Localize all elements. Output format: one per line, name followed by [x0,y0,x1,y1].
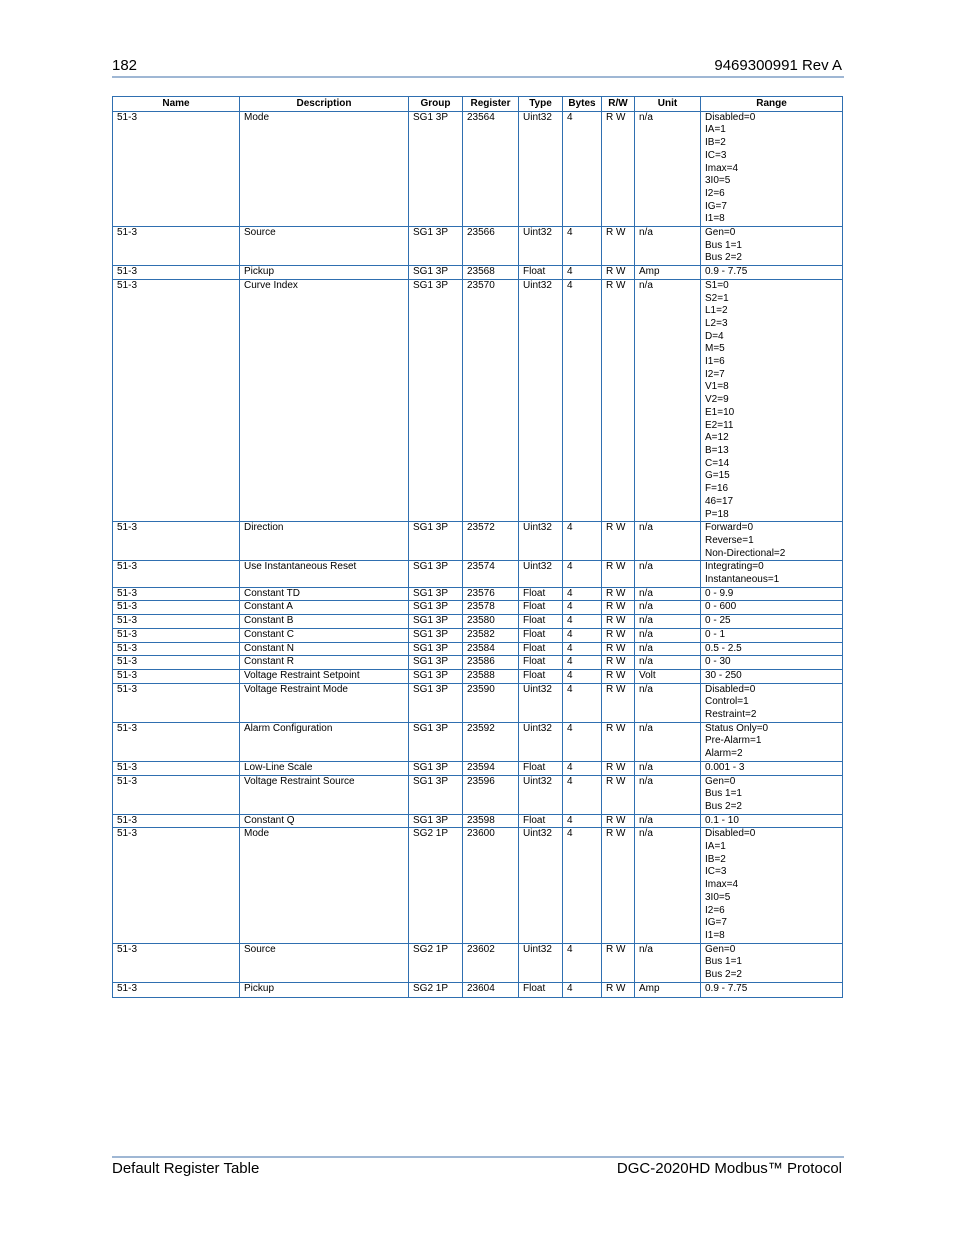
cell-register: 23580 [463,615,519,629]
range-value: L1=2 [705,305,728,317]
cell-range [701,982,843,997]
cell-description: Constant C [240,628,409,642]
cell-rw: R W [602,642,635,656]
range-value: 0 - 30 [705,656,731,668]
range-value: IC=3 [705,866,727,878]
cell-unit: n/a [635,775,701,814]
range-value: 0.1 - 10 [705,814,739,826]
cell-bytes: 4 [563,111,602,226]
cell-register: 23574 [463,561,519,587]
cell-name: 51-3 [113,615,240,629]
cell-type: Float [519,642,563,656]
range-value: E1=10 [705,406,735,418]
cell-rw: R W [602,656,635,670]
cell-rw: R W [602,943,635,982]
range-value: Gen=0 [705,775,736,787]
cell-unit: n/a [635,642,701,656]
cell-name: 51-3 [113,828,240,943]
table-row [113,111,843,226]
cell-bytes: 4 [563,761,602,775]
cell-description: Curve Index [240,279,409,521]
cell-name: 51-3 [113,642,240,656]
cell-unit: n/a [635,683,701,722]
range-value: V1=8 [705,381,729,393]
range-value: Bus 2=2 [705,800,742,812]
table-row [113,828,843,943]
range-value: Non-Directional=2 [705,547,786,559]
range-value: I1=6 [705,356,725,368]
cell-unit: n/a [635,279,701,521]
range-value: 30 - 250 [705,669,742,681]
cell-description: Constant R [240,656,409,670]
table-row [113,561,843,587]
cell-bytes: 4 [563,615,602,629]
cell-group: SG2 1P [409,943,463,982]
cell-description: Alarm Configuration [240,722,409,761]
cell-type: Uint32 [519,279,563,521]
range-value: Bus 2=2 [705,252,742,264]
cell-group: SG1 3P [409,615,463,629]
range-value: A=12 [705,432,729,444]
range-value: IC=3 [705,149,727,161]
range-value: Integrating=0 [705,561,764,573]
cell-register: 23582 [463,628,519,642]
cell-register: 23578 [463,601,519,615]
cell-type: Uint32 [519,775,563,814]
cell-range [701,761,843,775]
cell-rw: R W [602,669,635,683]
range-value: 0 - 9.9 [705,587,734,599]
cell-name: 51-3 [113,587,240,601]
range-value: I1=8 [705,213,725,225]
cell-description: Voltage Restraint Setpoint [240,669,409,683]
cell-name: 51-3 [113,522,240,561]
range-value: IG=7 [705,200,727,212]
cell-rw: R W [602,683,635,722]
cell-type: Float [519,669,563,683]
range-value: 0.5 - 2.5 [705,642,742,654]
cell-type: Float [519,601,563,615]
cell-bytes: 4 [563,587,602,601]
table-row [113,587,843,601]
cell-range [701,828,843,943]
register-table [112,96,843,998]
range-value: 0 - 1 [705,628,726,640]
range-value: 0.9 - 7.75 [705,982,748,994]
cell-type: Float [519,656,563,670]
col-header-type: Type [519,97,563,112]
cell-bytes: 4 [563,722,602,761]
document-id: 9469300991 Rev A [714,57,842,74]
cell-register: 23596 [463,775,519,814]
cell-bytes: 4 [563,656,602,670]
cell-group: SG1 3P [409,279,463,521]
cell-bytes: 4 [563,775,602,814]
cell-register: 23586 [463,656,519,670]
range-value: S1=0 [705,279,729,291]
cell-register: 23564 [463,111,519,226]
cell-description: Constant B [240,615,409,629]
table-row [113,601,843,615]
range-value: 0.001 - 3 [705,761,745,773]
cell-rw: R W [602,601,635,615]
range-value: F=16 [705,483,729,495]
cell-type: Float [519,628,563,642]
cell-rw: R W [602,722,635,761]
col-header-range: Range [701,97,843,112]
cell-unit: n/a [635,656,701,670]
range-value: M=5 [705,343,725,355]
range-value: Control=1 [705,696,749,708]
cell-range [701,522,843,561]
page-number: 182 [112,57,138,74]
cell-bytes: 4 [563,561,602,587]
cell-rw: R W [602,279,635,521]
cell-range [701,279,843,521]
range-value: 0.9 - 7.75 [705,266,748,278]
cell-description: Constant A [240,601,409,615]
cell-bytes: 4 [563,669,602,683]
col-header-rw: R/W [602,97,635,112]
cell-description: Voltage Restraint Mode [240,683,409,722]
cell-name: 51-3 [113,279,240,521]
cell-group: SG2 1P [409,982,463,997]
cell-group: SG1 3P [409,775,463,814]
range-value: Bus 1=1 [705,956,742,968]
col-header-description: Description [240,97,409,112]
range-value: S2=1 [705,292,729,304]
cell-description: Constant Q [240,814,409,828]
cell-group: SG1 3P [409,601,463,615]
cell-range [701,628,843,642]
table-row [113,722,843,761]
table-row [113,683,843,722]
table-row [113,615,843,629]
cell-register: 23604 [463,982,519,997]
cell-type: Uint32 [519,943,563,982]
range-value: 3I0=5 [705,175,731,187]
footer-section: Default Register Table [112,1160,260,1177]
cell-bytes: 4 [563,227,602,266]
table-row [113,775,843,814]
cell-register: 23570 [463,279,519,521]
cell-register: 23594 [463,761,519,775]
range-value: Bus 1=1 [705,239,742,251]
cell-unit: n/a [635,561,701,587]
range-value: Disabled=0 [705,828,756,840]
cell-unit: n/a [635,761,701,775]
cell-description: Constant N [240,642,409,656]
cell-type: Uint32 [519,683,563,722]
range-value: E2=11 [705,419,734,431]
cell-rw: R W [602,814,635,828]
cell-range [701,266,843,280]
range-value: Bus 1=1 [705,788,742,800]
table-row [113,669,843,683]
range-value: Disabled=0 [705,683,756,695]
range-value: Imax=4 [705,879,739,891]
cell-register: 23592 [463,722,519,761]
cell-bytes: 4 [563,522,602,561]
cell-register: 23566 [463,227,519,266]
cell-group: SG1 3P [409,111,463,226]
range-value: B=13 [705,444,729,456]
range-value: IA=1 [705,124,726,136]
cell-type: Float [519,814,563,828]
range-value: Bus 2=2 [705,969,742,981]
cell-bytes: 4 [563,642,602,656]
cell-register: 23584 [463,642,519,656]
table-row [113,266,843,280]
range-value: I2=6 [705,187,725,199]
cell-register: 23572 [463,522,519,561]
cell-unit: n/a [635,722,701,761]
cell-unit: n/a [635,111,701,226]
range-value: Pre-Alarm=1 [705,735,762,747]
cell-register: 23590 [463,683,519,722]
cell-description: Low-Line Scale [240,761,409,775]
cell-description: Mode [240,828,409,943]
cell-unit: n/a [635,227,701,266]
cell-unit: Volt [635,669,701,683]
cell-name: 51-3 [113,722,240,761]
cell-range [701,656,843,670]
cell-group: SG1 3P [409,587,463,601]
table-row [113,814,843,828]
cell-bytes: 4 [563,683,602,722]
cell-rw: R W [602,587,635,601]
table-body [113,111,843,997]
cell-range [701,227,843,266]
cell-description: Mode [240,111,409,226]
cell-bytes: 4 [563,601,602,615]
range-value: Reverse=1 [705,534,754,546]
cell-type: Float [519,266,563,280]
cell-name: 51-3 [113,266,240,280]
cell-register: 23568 [463,266,519,280]
cell-rw: R W [602,828,635,943]
cell-description: Source [240,943,409,982]
range-value: C=14 [705,457,730,469]
range-value: G=15 [705,470,730,482]
cell-register: 23600 [463,828,519,943]
cell-name: 51-3 [113,111,240,226]
cell-group: SG1 3P [409,628,463,642]
cell-unit: n/a [635,522,701,561]
cell-group: SG1 3P [409,266,463,280]
table-row [113,761,843,775]
col-header-unit: Unit [635,97,701,112]
cell-description: Source [240,227,409,266]
range-value: IB=2 [705,137,726,149]
cell-register: 23576 [463,587,519,601]
range-value: I2=6 [705,904,725,916]
cell-type: Float [519,761,563,775]
cell-bytes: 4 [563,814,602,828]
table-row [113,227,843,266]
table-row [113,656,843,670]
range-value: IA=1 [705,841,726,853]
cell-bytes: 4 [563,943,602,982]
cell-name: 51-3 [113,943,240,982]
cell-group: SG1 3P [409,722,463,761]
cell-bytes: 4 [563,628,602,642]
cell-rw: R W [602,775,635,814]
range-value: Instantaneous=1 [705,574,780,586]
cell-group: SG1 3P [409,669,463,683]
cell-range [701,111,843,226]
cell-range [701,775,843,814]
table-header-row [113,97,843,112]
cell-group: SG1 3P [409,656,463,670]
cell-description: Constant TD [240,587,409,601]
col-header-group: Group [409,97,463,112]
cell-rw: R W [602,522,635,561]
table-row [113,628,843,642]
range-value: L2=3 [705,317,728,329]
range-value: Status Only=0 [705,722,769,734]
footer-title: DGC-2020HD Modbus™ Protocol [616,1160,842,1177]
cell-bytes: 4 [563,266,602,280]
cell-name: 51-3 [113,561,240,587]
cell-unit: n/a [635,943,701,982]
cell-range [701,943,843,982]
cell-group: SG1 3P [409,761,463,775]
cell-unit: n/a [635,628,701,642]
cell-type: Uint32 [519,722,563,761]
cell-bytes: 4 [563,828,602,943]
table-row [113,279,843,521]
cell-group: SG1 3P [409,642,463,656]
range-value: 0 - 25 [705,615,731,627]
cell-unit: n/a [635,615,701,629]
cell-unit: n/a [635,601,701,615]
cell-bytes: 4 [563,982,602,997]
cell-group: SG1 3P [409,814,463,828]
cell-group: SG1 3P [409,683,463,722]
range-value: D=4 [705,330,724,342]
col-header-register: Register [463,97,519,112]
cell-type: Uint32 [519,111,563,226]
cell-unit: n/a [635,814,701,828]
range-value: Imax=4 [705,162,739,174]
range-value: Gen=0 [705,943,736,955]
cell-name: 51-3 [113,656,240,670]
cell-type: Uint32 [519,522,563,561]
cell-bytes: 4 [563,279,602,521]
cell-type: Uint32 [519,561,563,587]
cell-rw: R W [602,761,635,775]
range-value: I2=7 [705,368,725,380]
range-value: Gen=0 [705,227,736,239]
range-value: Alarm=2 [705,748,743,760]
range-value: Disabled=0 [705,111,756,123]
table-row [113,943,843,982]
cell-rw: R W [602,628,635,642]
range-value: IB=2 [705,853,726,865]
cell-rw: R W [602,266,635,280]
range-value: Forward=0 [705,522,754,534]
cell-description: Voltage Restraint Source [240,775,409,814]
range-value: 3I0=5 [705,891,731,903]
cell-unit: n/a [635,828,701,943]
cell-register: 23588 [463,669,519,683]
cell-unit: n/a [635,587,701,601]
cell-name: 51-3 [113,628,240,642]
range-value: 46=17 [705,495,734,507]
cell-type: Float [519,615,563,629]
cell-type: Uint32 [519,227,563,266]
cell-description: Use Instantaneous Reset [240,561,409,587]
footer-divider [112,1156,844,1158]
range-value: I1=8 [705,930,725,941]
cell-unit: Amp [635,982,701,997]
cell-rw: R W [602,561,635,587]
cell-rw: R W [602,982,635,997]
cell-description: Pickup [240,266,409,280]
cell-name: 51-3 [113,669,240,683]
cell-range [701,683,843,722]
cell-range [701,642,843,656]
cell-type: Uint32 [519,828,563,943]
range-value: IG=7 [705,917,727,929]
table-row [113,982,843,997]
cell-name: 51-3 [113,227,240,266]
cell-range [701,722,843,761]
cell-range [701,814,843,828]
cell-name: 51-3 [113,775,240,814]
range-value: 0 - 600 [705,601,737,613]
cell-type: Float [519,587,563,601]
cell-range [701,615,843,629]
cell-group: SG1 3P [409,227,463,266]
cell-name: 51-3 [113,814,240,828]
cell-rw: R W [602,615,635,629]
cell-register: 23598 [463,814,519,828]
cell-rw: R W [602,111,635,226]
cell-unit: Amp [635,266,701,280]
cell-group: SG1 3P [409,522,463,561]
header-divider [112,76,844,78]
cell-name: 51-3 [113,683,240,722]
cell-group: SG1 3P [409,561,463,587]
cell-range [701,601,843,615]
cell-rw: R W [602,227,635,266]
range-value: P=18 [705,508,729,520]
cell-name: 51-3 [113,982,240,997]
range-value: Restraint=2 [705,709,757,721]
cell-name: 51-3 [113,761,240,775]
table-row [113,522,843,561]
table-row [113,642,843,656]
col-header-name: Name [113,97,240,112]
cell-register: 23602 [463,943,519,982]
range-value: V2=9 [705,394,729,406]
cell-name: 51-3 [113,601,240,615]
cell-type: Float [519,982,563,997]
cell-range [701,669,843,683]
cell-group: SG2 1P [409,828,463,943]
cell-range [701,561,843,587]
cell-description: Pickup [240,982,409,997]
cell-description: Direction [240,522,409,561]
cell-range [701,587,843,601]
col-header-bytes: Bytes [563,97,602,112]
